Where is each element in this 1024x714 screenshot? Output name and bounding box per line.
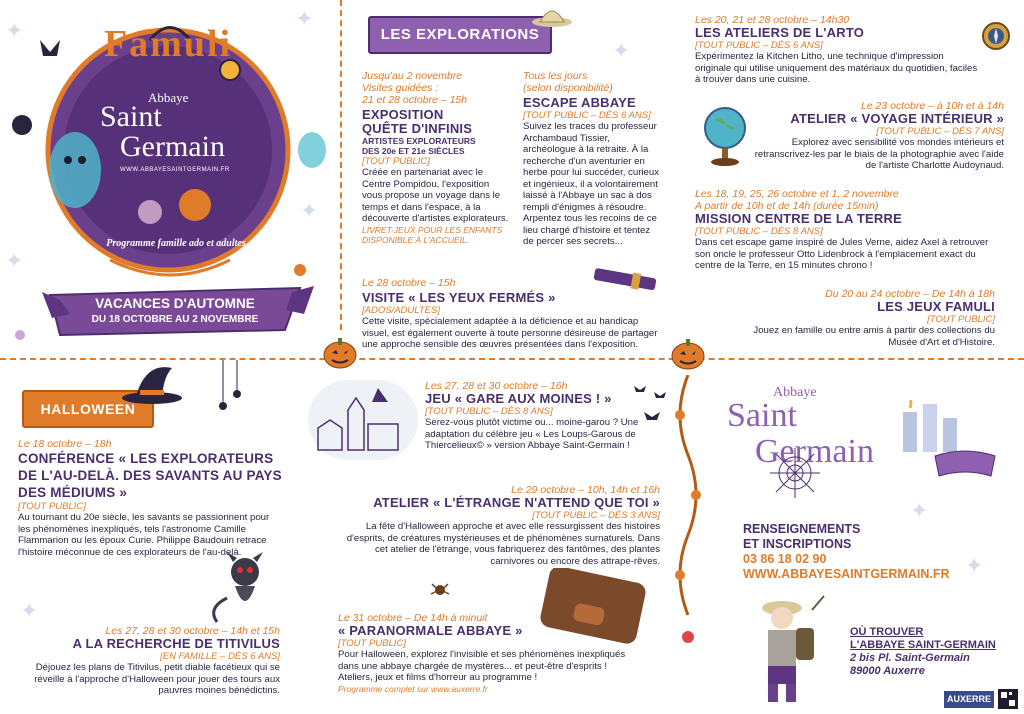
explorations-heading [368, 16, 552, 54]
event-date: Du 20 au 24 octobre – De 14h à 18h [825, 288, 995, 300]
explorations-heading-text: LES EXPLORATIONS [380, 26, 540, 43]
event-title: VISITE « LES YEUX FERMÉS » [362, 290, 556, 305]
event-description: La fête d'Halloween approche et avec elle ressurgissent des histoires d'esprits, de créatures mystérieuses et de phénomènes surnaturels. Dans cet atelier de l'étrange, vous fabriquerez des fantômes, des plantes carnivores ou encore des attrape-rêves. [346, 521, 660, 567]
star-decoration: ✦ [910, 498, 929, 523]
event-voyage [752, 100, 1004, 172]
event-title: ATELIER « VOYAGE INTÉRIEUR » [790, 111, 1004, 126]
event-date: Jusqu'au 2 novembre [362, 70, 463, 82]
halloween-heading-text: HALLOWEEN [40, 401, 136, 417]
event-title: LES JEUX FAMULI [877, 299, 995, 314]
info-location [850, 626, 1010, 678]
spiderweb-icon [770, 448, 820, 503]
event-title: QUÊTE D'INFINIS [362, 121, 473, 136]
qr-icon [998, 689, 1018, 709]
address-line: 89000 Auxerre [850, 665, 925, 677]
event-description: Jouez en famille ou entre amis à partir des collections du Musée d'Art et d'Histoire. [753, 325, 995, 348]
event-date: Le 28 octobre – 15h [362, 277, 456, 289]
event-etrange [338, 484, 660, 567]
event-audience: [TOUT PUBLIC – DÈS 6 ANS] [523, 110, 651, 121]
pumpkin-icon [670, 336, 706, 375]
banner-title: VACANCES D'AUTOMNE [95, 296, 255, 311]
logo-abbaye: Abbaye [773, 385, 817, 400]
event-audience: [ADOS/ADULTES] [362, 305, 440, 316]
event-title: A LA RECHERCHE DE TITIVILUS [72, 636, 280, 651]
star-decoration: ✦ [20, 598, 39, 623]
event-description: Dans cet escape game inspiré de Jules Verne, aidez Axel à retrouver son oncle le professeur Otto Lidenbrock à l'emplacement exact du centre de la Terre, en 15 minutes chrono ! [695, 237, 989, 271]
header-badge [0, 0, 340, 355]
event-audience: [TOUT PUBLIC – DÈS 7 ANS] [876, 126, 1004, 137]
event-date: Les 20, 21 et 28 octobre – 14h30 [695, 14, 850, 26]
saint-label: Saint [100, 100, 162, 133]
event-title: EXPOSITION [362, 107, 444, 122]
auxerre-label: AUXERRE [946, 694, 991, 704]
event-description: Suivez les traces du professeur Archambaud Tissier, archéologue à la retraite. À la recherche d'un aventurier en herbe pour lui succéder, curieux et ingénieux, il a volontairement laissé à l'Abbaye un sac à dos rempli d'énigmes à résoudre. Arpentez tous les recoins de ce lieu chargé d'histoire et tentez de percer ses secrets... [523, 121, 659, 247]
logo-germain: Germain [755, 433, 874, 470]
event-exposition [362, 70, 512, 245]
event-audience: [TOUT PUBLIC – DÈS 3 ANS] [532, 510, 660, 521]
event-audience: [TOUT PUBLIC] [362, 156, 430, 167]
location-heading: L'ABBAYE SAINT-GERMAIN [850, 639, 996, 651]
witch-hat-icon [120, 360, 190, 411]
star-decoration: ✦ [5, 248, 24, 273]
phone-link[interactable]: 03 86 18 02 90 [743, 552, 827, 566]
info-contact [743, 522, 983, 582]
event-audience: [TOUT PUBLIC] [338, 638, 406, 649]
event-titivilus [18, 625, 280, 697]
event-conference [18, 438, 283, 558]
candles-book-illustration [895, 400, 1015, 485]
event-description: Serez-vous plutôt victime ou... moine-garou ? Une adaptation du célèbre jeu « Les Loups-Garous de Thiercelieux© » version Abbaye Saint-Germain ! [425, 417, 639, 451]
event-audience: [EN FAMILLE – DÈS 6 ANS] [160, 651, 280, 662]
logo-saint: Saint [727, 397, 797, 434]
event-description: Expérimentez la Kitchen Litho, une technique d'impression originale qui utilise uniquement des matériaux du quotidien, faciles à trouver dans une cuisine. [695, 51, 978, 85]
pumpkin-icon [322, 335, 358, 374]
badge-website: WWW.ABBAYESAINTGERMAIN.FR [120, 167, 230, 173]
abbey-night-illustration [308, 380, 418, 465]
compass-icon [980, 14, 1012, 59]
event-date: Le 29 octobre – 10h, 14h et 16h [511, 484, 660, 496]
info-heading: ET INSCRIPTIONS [743, 537, 852, 551]
event-date: Le 23 octobre – à 10h et à 14h [860, 100, 1004, 112]
event-date: Tous les jours [523, 70, 588, 82]
event-audience: [TOUT PUBLIC] [927, 314, 995, 325]
event-escape-abbaye [523, 70, 663, 248]
star-decoration: ✦ [300, 198, 319, 223]
event-date: Les 18, 19, 25, 26 octobre et 1, 2 novembre [695, 188, 899, 200]
event-note: LIVRET-JEUX POUR LES ENFANTS DISPONIBLE À L'ACCUEIL. [362, 224, 503, 245]
event-date: A partir de 10h et de 14h (durée 15min) [695, 200, 879, 212]
event-description: Explorez avec sensibilité vos mondes intérieurs et retranscrivez-les par le biais de la photographie avec l'aide de l'artiste Charlotte Audoynaud. [754, 137, 1004, 171]
explorer-illustration [742, 590, 832, 713]
event-title: MISSION CENTRE DE LA TERRE [695, 211, 902, 226]
star-decoration: ✦ [295, 6, 314, 31]
abbaye-label: Abbaye [148, 90, 189, 105]
event-date: Visites guidées : [362, 82, 439, 94]
event-title: CONFÉRENCE « LES EXPLORATEURS DE L'AU-DELÀ. DES SAVANTS AU PAYS DES MÉDIUMS » [18, 451, 282, 500]
website-link[interactable]: WWW.ABBAYESAINTGERMAIN.FR [743, 567, 950, 581]
event-date: Les 27, 28 et 30 octobre – 14h et 15h [105, 625, 280, 637]
globe-icon [700, 100, 750, 175]
event-title: ESCAPE ABBAYE [523, 95, 636, 110]
bats-icon [630, 378, 672, 427]
event-jeux-famuli [735, 288, 995, 348]
germain-label: Germain [120, 130, 225, 163]
event-title: ATELIER « L'ÉTRANGE N'ATTEND QUE TOI » [373, 495, 660, 510]
info-heading: RENSEIGNEMENTS [743, 522, 861, 536]
separator [340, 0, 342, 330]
famuli-title: Famuli [103, 23, 233, 65]
event-description: Cette visite, spécialement adaptée à la déficience et au handicap visuel, est également ouverte à toute personne désireuse de partager une approche sensible des œuvres présentées dans l'exposition. [362, 316, 658, 350]
spider-icon [428, 580, 452, 605]
event-paranormale [338, 612, 638, 694]
event-date: Les 27, 28 et 30 octobre – 16h [425, 380, 568, 392]
event-audience: [TOUT PUBLIC] [18, 501, 86, 512]
event-visite [362, 277, 662, 351]
event-description: Créée en partenariat avec le Centre Pompidou, l'exposition vous propose un voyage dans le temps et dans l'espace, à la découverte d'artistes explorateurs. [362, 167, 509, 224]
location-heading: OÙ TROUVER [850, 626, 924, 638]
spider-icon [215, 360, 245, 425]
event-subtitle: ARTISTES EXPLORATEURS [362, 136, 476, 146]
event-date: 21 et 28 octobre – 15h [362, 94, 468, 106]
event-title: « PARANORMALE ABBAYE » [338, 623, 523, 638]
badge-program: Programme famille ado et adultes [106, 238, 246, 249]
star-decoration: ✦ [5, 18, 24, 43]
devil-illustration [205, 548, 285, 633]
event-arto [695, 14, 980, 86]
event-audience: [TOUT PUBLIC – DÈS 6 ANS] [695, 40, 823, 51]
event-note: Programme complet sur www.auxerre.fr [338, 683, 488, 694]
explorer-hat-icon [530, 2, 574, 33]
event-gare-aux-moines [425, 380, 640, 452]
event-subtitle: DES 20e ET 21e SIÈCLES [362, 146, 465, 156]
event-description: Au tournant du 20e siècle, les savants se passionnent pour les phénomènes inexpliqués, tels l'astronome Camille Flammarion ou les époux Curie. Philippe Baudouin retrace l'histoire méconnue de ces explorateurs de l'au-delà. [18, 512, 270, 558]
star-decoration: ✦ [965, 553, 984, 578]
vine-decoration [668, 375, 708, 650]
event-audience: [TOUT PUBLIC – DÈS 8 ANS] [695, 226, 823, 237]
address-line: 2 bis Pl. Saint-Germain [850, 652, 970, 664]
banner-dates: DU 18 OCTOBRE AU 2 NOVEMBRE [91, 314, 259, 325]
event-title: JEU « GARE AUX MOINES ! » [425, 391, 612, 406]
star-decoration: ✦ [612, 38, 631, 63]
event-description: Pour Halloween, explorez l'invisible et ses phénomènes inexpliqués dans une abbaye chargée de mystères... et peut-être d'esprits ! Ateliers, jeux et films d'horreur au programme ! [338, 649, 626, 683]
event-mission [695, 188, 1005, 272]
event-description: Déjouez les plans de Titivilus, petit diable facétieux qui se réveille à l'approche d'Halloween pour jouer des tours aux pauvres moines bénédictins. [34, 662, 280, 696]
auxerre-logo [944, 691, 994, 708]
event-date: Le 31 octobre – De 14h à minuit [338, 612, 488, 624]
event-title: LES ATELIERS DE L'ARTO [695, 25, 865, 40]
event-date: Le 18 octobre – 18h [18, 438, 112, 450]
event-date: (selon disponibilité) [523, 82, 613, 94]
event-audience: [TOUT PUBLIC – DÈS 8 ANS] [425, 406, 553, 417]
